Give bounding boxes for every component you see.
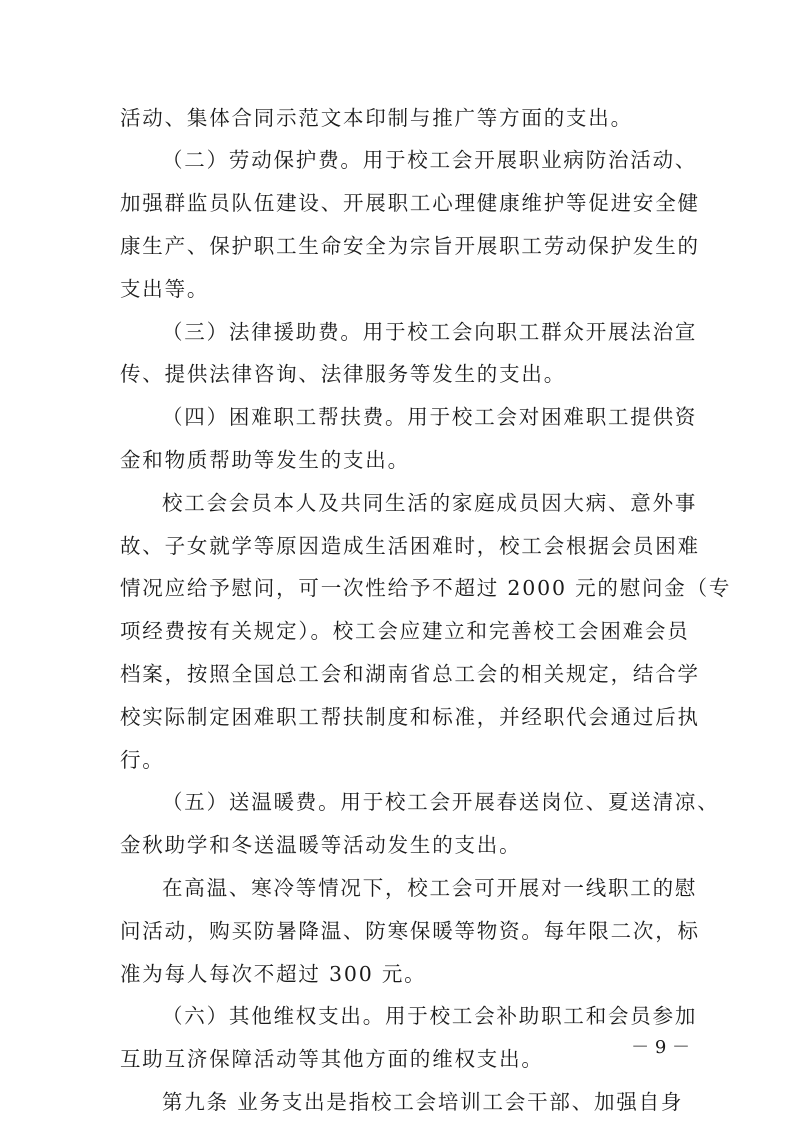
text-line: 校工会会员本人及共同生活的家庭成员因大病、意外事: [162, 490, 698, 515]
text-line: 加强群监员队伍建设、开展职工心理健康维护等促进安全健: [120, 191, 700, 216]
text-line: （四）困难职工帮扶费。用于校工会对困难职工提供资: [162, 405, 698, 430]
text-line: 档案，按照全国总工会和湖南省总工会的相关规定，结合学: [120, 662, 700, 686]
text-line: 准为每人每次不超过 300 元。: [120, 961, 427, 986]
text-line: 支出等。: [120, 276, 210, 301]
text-line: 传、提供法律咨询、法律服务等发生的支出。: [120, 362, 566, 387]
text-line: （五）送温暖费。用于校工会开展春送岗位、夏送清凉、: [162, 790, 720, 815]
text-line: 第九条 业务支出是指校工会培训工会干部、加强自身: [162, 1090, 684, 1114]
text-line: 互助互济保障活动等其他方面的维权支出。: [120, 1047, 544, 1072]
text-line: 在高温、寒冷等情况下，校工会可开展对一线职工的慰: [162, 876, 698, 900]
text-line: （二）劳动保护费。用于校工会开展职业病防治活动、: [162, 148, 698, 173]
text-line: 问活动，购买防暑降温、防寒保暖等物资。每年限二次，标: [120, 918, 700, 943]
text-line: 活动、集体合同示范文本印制与推广等方面的支出。: [120, 105, 633, 130]
text-line: 金和物质帮助等发生的支出。: [120, 448, 410, 472]
page-number: － 9 －: [631, 1037, 690, 1058]
text-line: 康生产、保护职工生命安全为宗旨开展职工劳动保护发生的: [120, 234, 700, 258]
text-line: （三）法律援助费。用于校工会向职工群众开展法治宣: [162, 319, 698, 344]
text-line: 金秋助学和冬送温暖等活动发生的支出。: [120, 833, 522, 858]
text-line: 校实际制定困难职工帮扶制度和标准，并经职代会通过后执: [120, 704, 700, 729]
text-line: 情况应给予慰问，可一次性给予不超过 2000 元的慰问金（专: [120, 576, 732, 601]
text-line: 故、子女就学等原因造成生活困难时，校工会根据会员困难: [120, 533, 700, 558]
text-line: 行。: [120, 747, 165, 772]
text-line: 项经费按有关规定）。校工会应建立和完善校工会困难会员: [120, 619, 690, 644]
text-line: （六）其他维权支出。用于校工会补助职工和会员参加: [162, 1004, 698, 1029]
